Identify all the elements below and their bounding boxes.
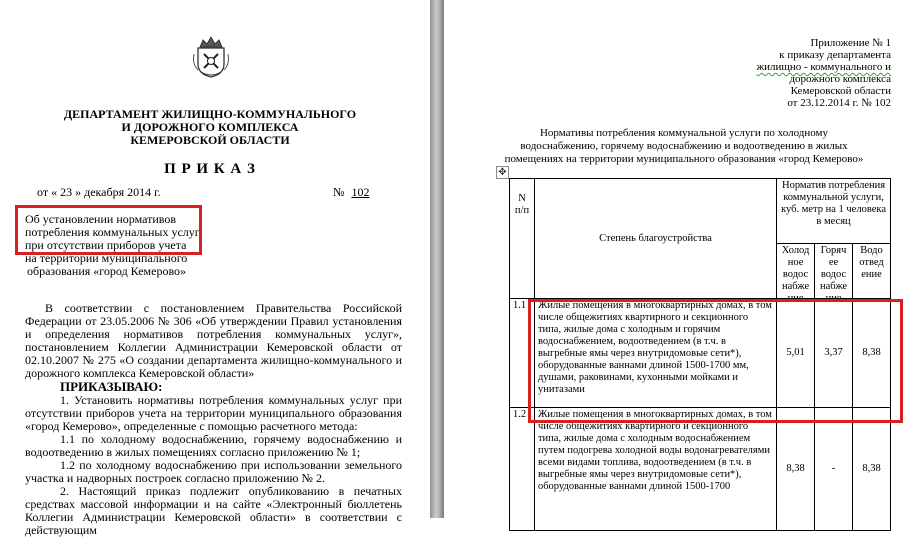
heading-line-1: Нормативы потребления коммунальной услуги по холодному bbox=[539, 127, 829, 139]
dept-line-3: КЕМЕРОВСКОЙ ОБЛАСТИ bbox=[130, 133, 290, 147]
header-cold-water-text: Холод ное водос набже ние bbox=[781, 245, 810, 304]
number-value: 102 bbox=[351, 185, 370, 199]
header-drainage-text: Водо отвед ение bbox=[859, 245, 884, 280]
subject-line-3: при отсутствии приборов учета bbox=[25, 238, 187, 252]
preamble-paragraph: В соответствии с постановлением Правительства Российской Федерации от 23.05.2006 № 306 «Об утверждении Правил установления и определения нормативов потребления коммунальных услуг», постановлением Коллегии Администрации Кемеровской области от 02.10.2007 № 275 «О создании департамента жилищно-коммунального и дорожного комплекса Кемеровской области» bbox=[25, 301, 402, 380]
row-1-out: 8,38 bbox=[853, 299, 891, 408]
header-hot-water-text: Горяч ее водос набже ние bbox=[819, 245, 848, 304]
row-1-hot: 3,37 bbox=[815, 299, 853, 408]
department-name bbox=[60, 108, 360, 147]
header-hot-water bbox=[815, 244, 853, 304]
table-row bbox=[510, 408, 891, 531]
right-page bbox=[444, 0, 919, 518]
dept-line-2: И ДОРОЖНОГО КОМПЛЕКСА bbox=[121, 120, 299, 134]
subject-line-5: образования «город Кемерово» bbox=[27, 264, 187, 278]
row-1-cold: 5,01 bbox=[777, 299, 815, 408]
order-date: от « 23 » декабря 2014 г. bbox=[37, 185, 161, 199]
highlight-box-subject bbox=[15, 205, 202, 255]
subject-line-2: потребления коммунальных услуг bbox=[25, 225, 200, 239]
row-2-out: 8,38 bbox=[853, 408, 891, 531]
item-1-1: 1.1 по холодному водоснабжению, горячему водоснабжению и водоотведению в жилых помещениях согласно приложению № 1; bbox=[25, 432, 402, 459]
appendix-date: от 23.12.2014 г. № 102 bbox=[787, 97, 891, 109]
table-heading bbox=[474, 127, 894, 166]
item-1: 1. Установить нормативы потребления коммунальных услуг при отсутствии приборов учета на территории муниципального образования «город Кемерово», определенные с помощью расчетного метода: bbox=[25, 393, 402, 433]
heading-line-2: водоснабжению, горячему водоснабжению и водоотведению в жилых bbox=[520, 140, 848, 152]
order-title: П Р И К А З bbox=[164, 161, 256, 177]
header-degree: Степень благоустройства bbox=[534, 179, 776, 299]
appendix-line-4: дорожного комплекса bbox=[789, 73, 891, 85]
highlight-box-row-1 bbox=[528, 299, 903, 423]
header-number: N п/п bbox=[510, 179, 535, 299]
row-2-cold: 8,38 bbox=[777, 408, 815, 531]
heading-line-3: помещениях на территории муниципального образования «город Кемерово» bbox=[504, 153, 864, 165]
appendix-line-2: к приказу департамента bbox=[779, 49, 891, 61]
appendix-line-5: Кемеровской области bbox=[790, 85, 891, 97]
prikazyvayu-heading: ПРИКАЗЫВАЮ: bbox=[60, 379, 163, 394]
item-2: 2. Настоящий приказ подлежит опубликованию в печатных средствах массовой информации и на сайте «Электронный бюллетень Коллегии Администрации Кемеровской области» в соответствии с действующим bbox=[25, 484, 402, 537]
row-1-description: Жилые помещения в многоквартирных домах, в том числе общежитиях квартирного и секционного типа, жилые дома с холодным и горячим водоснабжением, водоотведением (в т.ч. в выгребные ямы через внутридомовые сети*), оборудованные ваннами длиной 1500-1700 мм, душами, раковинами, кухонными мойками и унитазами bbox=[534, 299, 776, 408]
page-gutter bbox=[430, 0, 444, 518]
appendix-line-1: Приложение № 1 bbox=[810, 37, 891, 49]
appendix-line-3: жилищно - коммунального и bbox=[756, 61, 891, 73]
order-number bbox=[333, 186, 369, 199]
coat-of-arms-icon bbox=[192, 34, 230, 78]
header-cold-water bbox=[777, 244, 815, 304]
row-2-number: 1.2 bbox=[510, 408, 535, 531]
item-1-2: 1.2 по холодному водоснабжению при использовании земельного участка и надворных построек согласно приложению № 2. bbox=[25, 458, 402, 485]
subject-line-1: Об установлении нормативов bbox=[25, 212, 177, 226]
subject-line-4: на территории муниципального bbox=[25, 251, 188, 265]
row-1-number: 1.1 bbox=[510, 299, 535, 408]
header-drainage bbox=[853, 244, 891, 299]
table-move-handle-icon[interactable]: ✥ bbox=[496, 166, 509, 179]
header-norm: Норматив потребления коммунальной услуги, куб. метр на 1 человека в месяц bbox=[777, 179, 891, 244]
left-page bbox=[0, 0, 430, 537]
row-2-hot: - bbox=[815, 408, 853, 531]
number-label: № bbox=[333, 185, 345, 199]
appendix-block bbox=[756, 37, 891, 109]
row-2-description: Жилые помещения в многоквартирных домах, в том числе общежитиях квартирного и секционного типа, жилые дома с холодным водоснабжением путем подогрева холодной воды водонагревателями всеми видами топлива, водоотведением (в т.ч. в выгребные ямы через внутридомовые сети*), оборудованные ваннами длиной 1500-1700 bbox=[534, 408, 776, 531]
dept-line-1: ДЕПАРТАМЕНТ ЖИЛИЩНО-КОММУНАЛЬНОГО bbox=[63, 107, 357, 121]
table-header-row bbox=[510, 179, 891, 244]
